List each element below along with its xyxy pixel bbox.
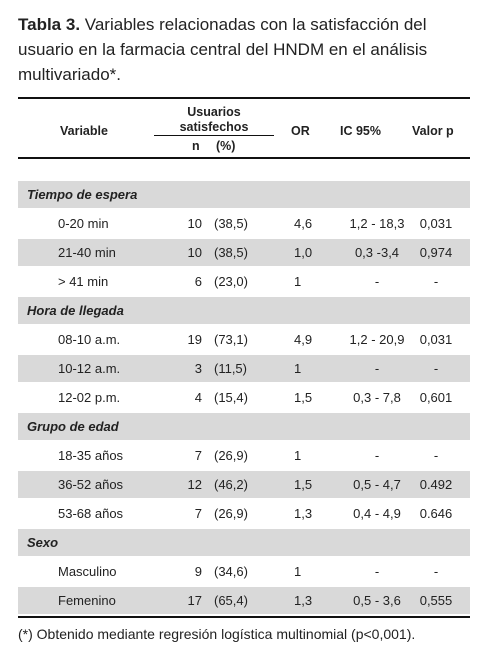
row-valor-p: 0,031 bbox=[419, 216, 453, 231]
header-ic: IC 95% bbox=[340, 124, 381, 138]
table-row bbox=[18, 384, 470, 411]
table-footnote: (*) Obtenido mediante regresión logística multinomial (p<0,001). bbox=[18, 626, 416, 642]
row-ic: 0,4 - 4,9 bbox=[353, 506, 401, 521]
group-title: Grupo de edad bbox=[27, 419, 119, 434]
row-pct: (73,1) bbox=[214, 332, 248, 347]
group-row bbox=[18, 413, 470, 440]
row-valor-p: 0,031 bbox=[419, 332, 453, 347]
row-label: Masculino bbox=[58, 564, 117, 579]
row-n: 6 bbox=[194, 274, 202, 289]
table-row bbox=[18, 500, 470, 527]
group-title: Tiempo de espera bbox=[27, 187, 138, 202]
row-pct: (11,5) bbox=[214, 361, 247, 376]
row-label: 53-68 años bbox=[58, 506, 124, 521]
row-ic: 0,5 - 3,6 bbox=[353, 593, 401, 608]
row-or: 1 bbox=[294, 564, 302, 579]
row-ic: - bbox=[374, 274, 380, 289]
group-row bbox=[18, 529, 470, 556]
row-label: > 41 min bbox=[58, 274, 109, 289]
row-pct: (38,5) bbox=[214, 245, 248, 260]
row-valor-p: - bbox=[433, 361, 439, 376]
table-caption bbox=[18, 12, 474, 87]
row-or: 1 bbox=[294, 448, 302, 463]
row-n: 7 bbox=[194, 448, 202, 463]
row-ic: 1,2 - 18,3 bbox=[349, 216, 405, 231]
header-usuarios-satisfechos: Usuarios satisfechos bbox=[179, 105, 249, 134]
row-valor-p: 0,974 bbox=[419, 245, 453, 260]
row-n: 19 bbox=[187, 332, 202, 347]
table-body bbox=[18, 181, 470, 614]
row-n: 12 bbox=[187, 477, 202, 492]
row-n: 10 bbox=[187, 245, 202, 260]
row-pct: (26,9) bbox=[214, 506, 248, 521]
row-label: Femenino bbox=[58, 593, 116, 608]
row-or: 1,5 bbox=[294, 477, 313, 492]
row-label: 21-40 min bbox=[58, 245, 116, 260]
table-row bbox=[18, 442, 470, 469]
row-valor-p: 0.492 bbox=[419, 477, 453, 492]
row-ic: - bbox=[374, 361, 380, 376]
table-row bbox=[18, 239, 470, 266]
row-n: 3 bbox=[194, 361, 202, 376]
row-or: 1,3 bbox=[294, 506, 313, 521]
row-pct: (26,9) bbox=[214, 448, 248, 463]
row-valor-p: 0.646 bbox=[419, 506, 453, 521]
header-n: n bbox=[192, 139, 200, 153]
row-n: 10 bbox=[187, 216, 202, 231]
table-row bbox=[18, 355, 470, 382]
row-label: 10-12 a.m. bbox=[58, 361, 121, 376]
row-n: 7 bbox=[194, 506, 202, 521]
group-title: Sexo bbox=[27, 535, 59, 550]
row-n: 17 bbox=[187, 593, 202, 608]
header-usuarios-underline bbox=[154, 135, 274, 136]
header-pct: (%) bbox=[216, 139, 236, 153]
row-valor-p: - bbox=[433, 564, 439, 579]
row-valor-p: - bbox=[433, 274, 439, 289]
header-valor-p: Valor p bbox=[412, 124, 454, 138]
row-label: 36-52 años bbox=[58, 477, 124, 492]
header-or: OR bbox=[291, 124, 310, 138]
row-ic: - bbox=[374, 448, 380, 463]
row-ic: 1,2 - 20,9 bbox=[349, 332, 405, 347]
row-label: 12-02 p.m. bbox=[58, 390, 121, 405]
row-or: 1,5 bbox=[294, 390, 313, 405]
row-pct: (38,5) bbox=[214, 216, 248, 231]
row-or: 4,6 bbox=[294, 216, 313, 231]
row-ic: 0,5 - 4,7 bbox=[353, 477, 401, 492]
row-ic: 0,3 -3,4 bbox=[354, 245, 400, 260]
row-or: 1 bbox=[294, 361, 302, 376]
row-n: 4 bbox=[194, 390, 202, 405]
row-n: 9 bbox=[194, 564, 202, 579]
row-or: 1,0 bbox=[294, 245, 313, 260]
row-pct: (15,4) bbox=[214, 390, 248, 405]
row-or: 1 bbox=[294, 274, 302, 289]
row-label: 0-20 min bbox=[58, 216, 109, 231]
table-row bbox=[18, 326, 470, 353]
table-caption-text: Variables relacionadas con la satisfacción del usuario en la farmacia central del HNDM en el análisis multivariado*. bbox=[18, 15, 428, 84]
row-label: 18-35 años bbox=[58, 448, 124, 463]
row-valor-p: 0,555 bbox=[419, 593, 453, 608]
table-header bbox=[18, 99, 470, 157]
row-pct: (23,0) bbox=[214, 274, 248, 289]
table-bottom-rule bbox=[18, 616, 470, 618]
results-table bbox=[18, 97, 470, 618]
table-caption-lead: Tabla 3. bbox=[18, 15, 81, 34]
table-row bbox=[18, 210, 470, 237]
row-or: 4,9 bbox=[294, 332, 313, 347]
table-row bbox=[18, 471, 470, 498]
table-row bbox=[18, 268, 470, 295]
row-label: 08-10 a.m. bbox=[58, 332, 121, 347]
group-row bbox=[18, 297, 470, 324]
row-ic: 0,3 - 7,8 bbox=[353, 390, 401, 405]
header-variable: Variable bbox=[60, 124, 108, 138]
row-or: 1,3 bbox=[294, 593, 313, 608]
group-title: Hora de llegada bbox=[27, 303, 124, 318]
row-pct: (34,6) bbox=[214, 564, 248, 579]
row-pct: (65,4) bbox=[214, 593, 248, 608]
row-ic: - bbox=[374, 564, 380, 579]
table-row bbox=[18, 558, 470, 585]
table-row bbox=[18, 587, 470, 614]
row-pct: (46,2) bbox=[214, 477, 248, 492]
row-valor-p: 0,601 bbox=[419, 390, 453, 405]
group-row bbox=[18, 181, 470, 208]
row-valor-p: - bbox=[433, 448, 439, 463]
